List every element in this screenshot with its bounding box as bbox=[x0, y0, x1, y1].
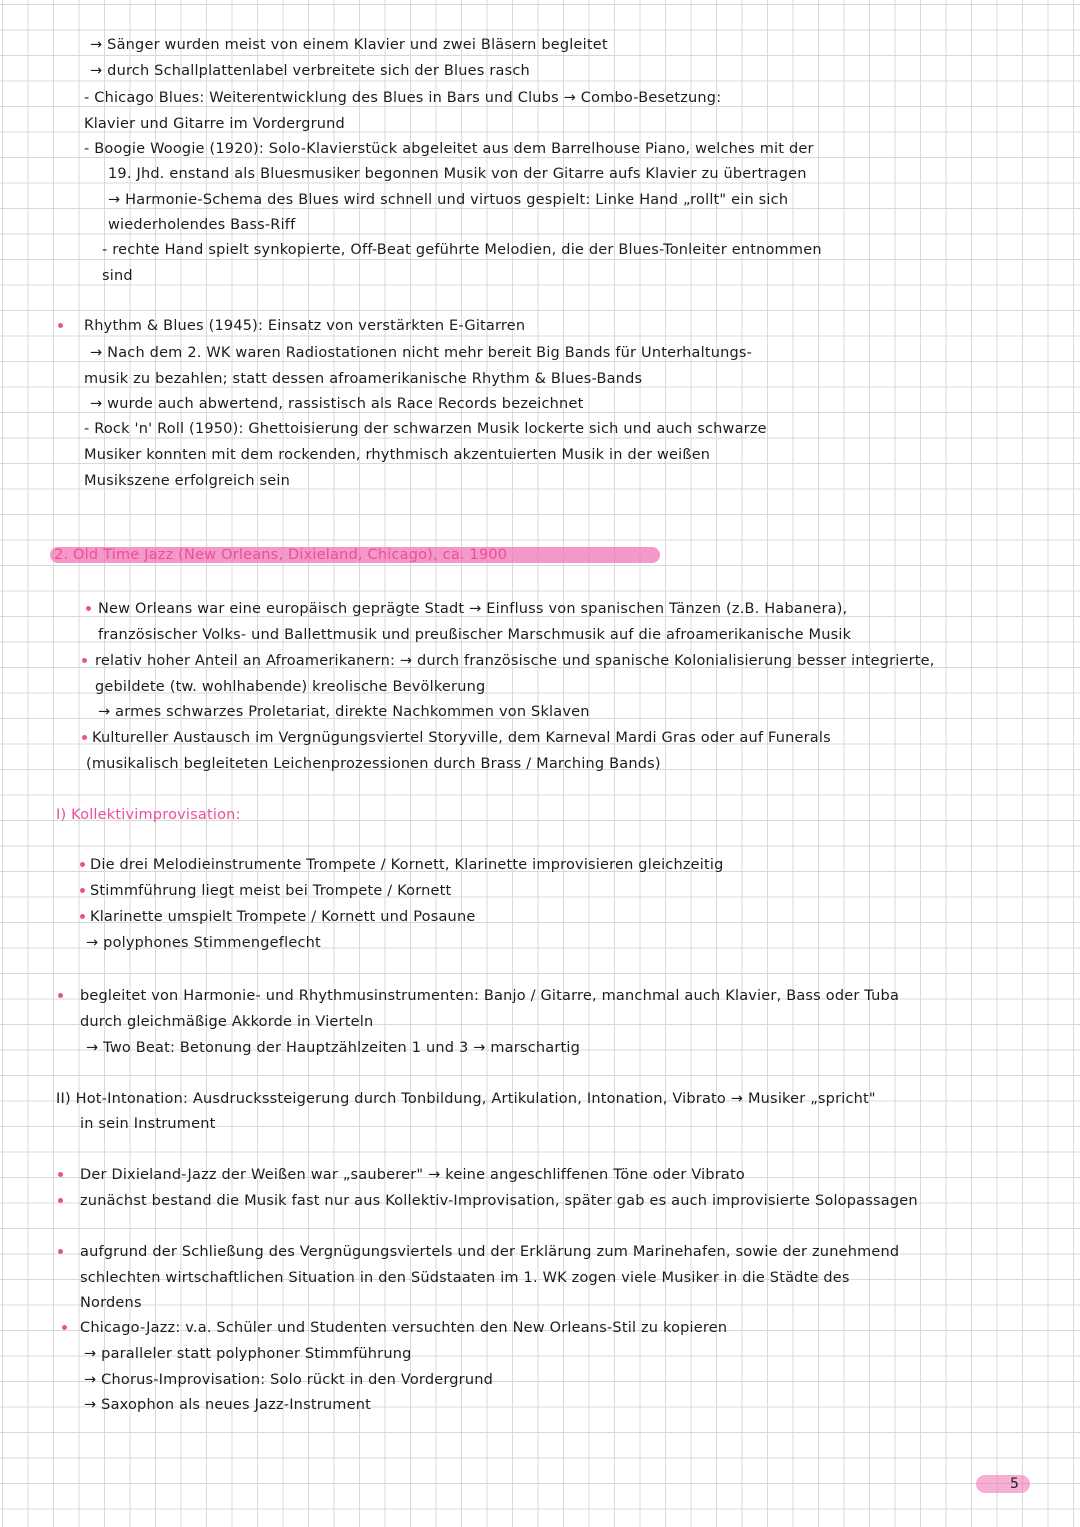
text-line: Rhythm & Blues (1945): Einsatz von verstärkten E-Gitarren bbox=[84, 318, 526, 334]
bullet-icon bbox=[58, 993, 63, 998]
section-heading: 2. Old Time Jazz (New Orleans, Dixieland, Chicago), ca. 1900 bbox=[54, 547, 508, 563]
text-line: → Sänger wurden meist von einem Klavier und zwei Bläsern begleitet bbox=[90, 37, 608, 53]
bullet-icon bbox=[58, 1172, 63, 1177]
bullet-icon bbox=[86, 606, 91, 611]
subsection-heading: II) Hot-Intonation: Ausdruckssteigerung durch Tonbildung, Artikulation, Intonation, Vibrato → Musiker „spricht" bbox=[56, 1091, 876, 1107]
text-line: → Two Beat: Betonung der Hauptzählzeiten 1 und 3 → marschartig bbox=[86, 1040, 581, 1056]
text-line: aufgrund der Schließung des Vergnügungsviertels und der Erklärung zum Marinehafen, sowie der zunehmend bbox=[80, 1244, 900, 1260]
text-line: Stimmführung liegt meist bei Trompete / Kornett bbox=[90, 883, 452, 899]
bullet-icon bbox=[62, 1325, 67, 1330]
text-line: sind bbox=[102, 268, 133, 284]
text-line: → Harmonie-Schema des Blues wird schnell und virtuos gespielt: Linke Hand „rollt" ein sich bbox=[108, 192, 789, 208]
text-line: New Orleans war eine europäisch geprägte Stadt → Einfluss von spanischen Tänzen (z.B. Habanera), bbox=[98, 601, 848, 617]
text-line: französischer Volks- und Ballettmusik und preußischer Marschmusik auf die afroamerikanische Musik bbox=[98, 627, 852, 643]
text-line: Chicago-Jazz: v.a. Schüler und Studenten versuchten den New Orleans-Stil zu kopieren bbox=[80, 1320, 728, 1336]
text-line: → Chorus-Improvisation: Solo rückt in den Vordergrund bbox=[84, 1372, 494, 1388]
text-line: Musikszene erfolgreich sein bbox=[84, 473, 291, 489]
text-line: Klavier und Gitarre im Vordergrund bbox=[84, 116, 345, 132]
text-line: - Rock 'n' Roll (1950): Ghettoisierung der schwarzen Musik lockerte sich und auch schwarze bbox=[84, 421, 767, 437]
text-line: - Boogie Woogie (1920): Solo-Klavierstück abgeleitet aus dem Barrelhouse Piano, welches mit der bbox=[84, 141, 814, 157]
text-line: zunächst bestand die Musik fast nur aus Kollektiv-Improvisation, später gab es auch improvisierte Solopassagen bbox=[80, 1193, 918, 1209]
text-line: 19. Jhd. enstand als Bluesmusiker begonnen Musik von der Gitarre aufs Klavier zu übertragen bbox=[108, 166, 807, 182]
bullet-icon bbox=[58, 1249, 63, 1254]
text-line: (musikalisch begleiteten Leichenprozessionen durch Brass / Marching Bands) bbox=[86, 756, 661, 772]
text-line: wiederholendes Bass-Riff bbox=[108, 217, 296, 233]
bullet-icon bbox=[58, 1198, 63, 1203]
text-line: begleitet von Harmonie- und Rhythmusinstrumenten: Banjo / Gitarre, manchmal auch Klavier, Bass oder Tuba bbox=[80, 988, 900, 1004]
text-line: → Saxophon als neues Jazz-Instrument bbox=[84, 1397, 371, 1413]
bullet-icon bbox=[82, 735, 87, 740]
text-line: musik zu bezahlen; statt dessen afroamerikanische Rhythm & Blues-Bands bbox=[84, 371, 643, 387]
text-line: Kultureller Austausch im Vergnügungsviertel Storyville, dem Karneval Mardi Gras oder auf Funerals bbox=[92, 730, 831, 746]
bullet-icon bbox=[80, 888, 85, 893]
text-line: → paralleler statt polyphoner Stimmführung bbox=[84, 1346, 412, 1362]
text-line: Die drei Melodieinstrumente Trompete / Kornett, Klarinette improvisieren gleichzeitig bbox=[90, 857, 724, 873]
page-number-badge bbox=[976, 1475, 1030, 1493]
bullet-icon bbox=[80, 862, 85, 867]
text-line: → polyphones Stimmengeflecht bbox=[86, 935, 321, 951]
text-line: Nordens bbox=[80, 1295, 142, 1311]
text-line: - Chicago Blues: Weiterentwicklung des Blues in Bars und Clubs → Combo-Besetzung: bbox=[84, 90, 722, 106]
text-line: - rechte Hand spielt synkopierte, Off-Beat geführte Melodien, die der Blues-Tonleiter entnommen bbox=[102, 242, 822, 258]
bullet-icon bbox=[82, 658, 87, 663]
text-line: relativ hoher Anteil an Afroamerikanern: → durch französische und spanische Kolonialisierung besser integrierte, bbox=[95, 653, 935, 669]
text-line: in sein Instrument bbox=[80, 1116, 216, 1132]
text-line: → wurde auch abwertend, rassistisch als Race Records bezeichnet bbox=[90, 396, 584, 412]
text-line: → durch Schallplattenlabel verbreitete sich der Blues rasch bbox=[90, 63, 530, 79]
text-line: Klarinette umspielt Trompete / Kornett und Posaune bbox=[90, 909, 476, 925]
text-line: → armes schwarzes Proletariat, direkte Nachkommen von Sklaven bbox=[98, 704, 590, 720]
text-line: → Nach dem 2. WK waren Radiostationen nicht mehr bereit Big Bands für Unterhaltungs- bbox=[90, 345, 753, 361]
subsection-heading: I) Kollektivimprovisation: bbox=[56, 807, 241, 823]
bullet-icon bbox=[58, 323, 63, 328]
text-line: Musiker konnten mit dem rockenden, rhythmisch akzentuierten Musik in der weißen bbox=[84, 447, 711, 463]
text-line: durch gleichmäßige Akkorde in Vierteln bbox=[80, 1014, 374, 1030]
text-line: Der Dixieland-Jazz der Weißen war „sauberer" → keine angeschliffenen Töne oder Vibrato bbox=[80, 1167, 745, 1183]
page-number: 5 bbox=[1010, 1476, 1019, 1492]
bullet-icon bbox=[80, 914, 85, 919]
text-line: gebildete (tw. wohlhabende) kreolische Bevölkerung bbox=[95, 679, 486, 695]
text-line: schlechten wirtschaftlichen Situation in den Südstaaten im 1. WK zogen viele Musiker in die Städte des bbox=[80, 1270, 850, 1286]
